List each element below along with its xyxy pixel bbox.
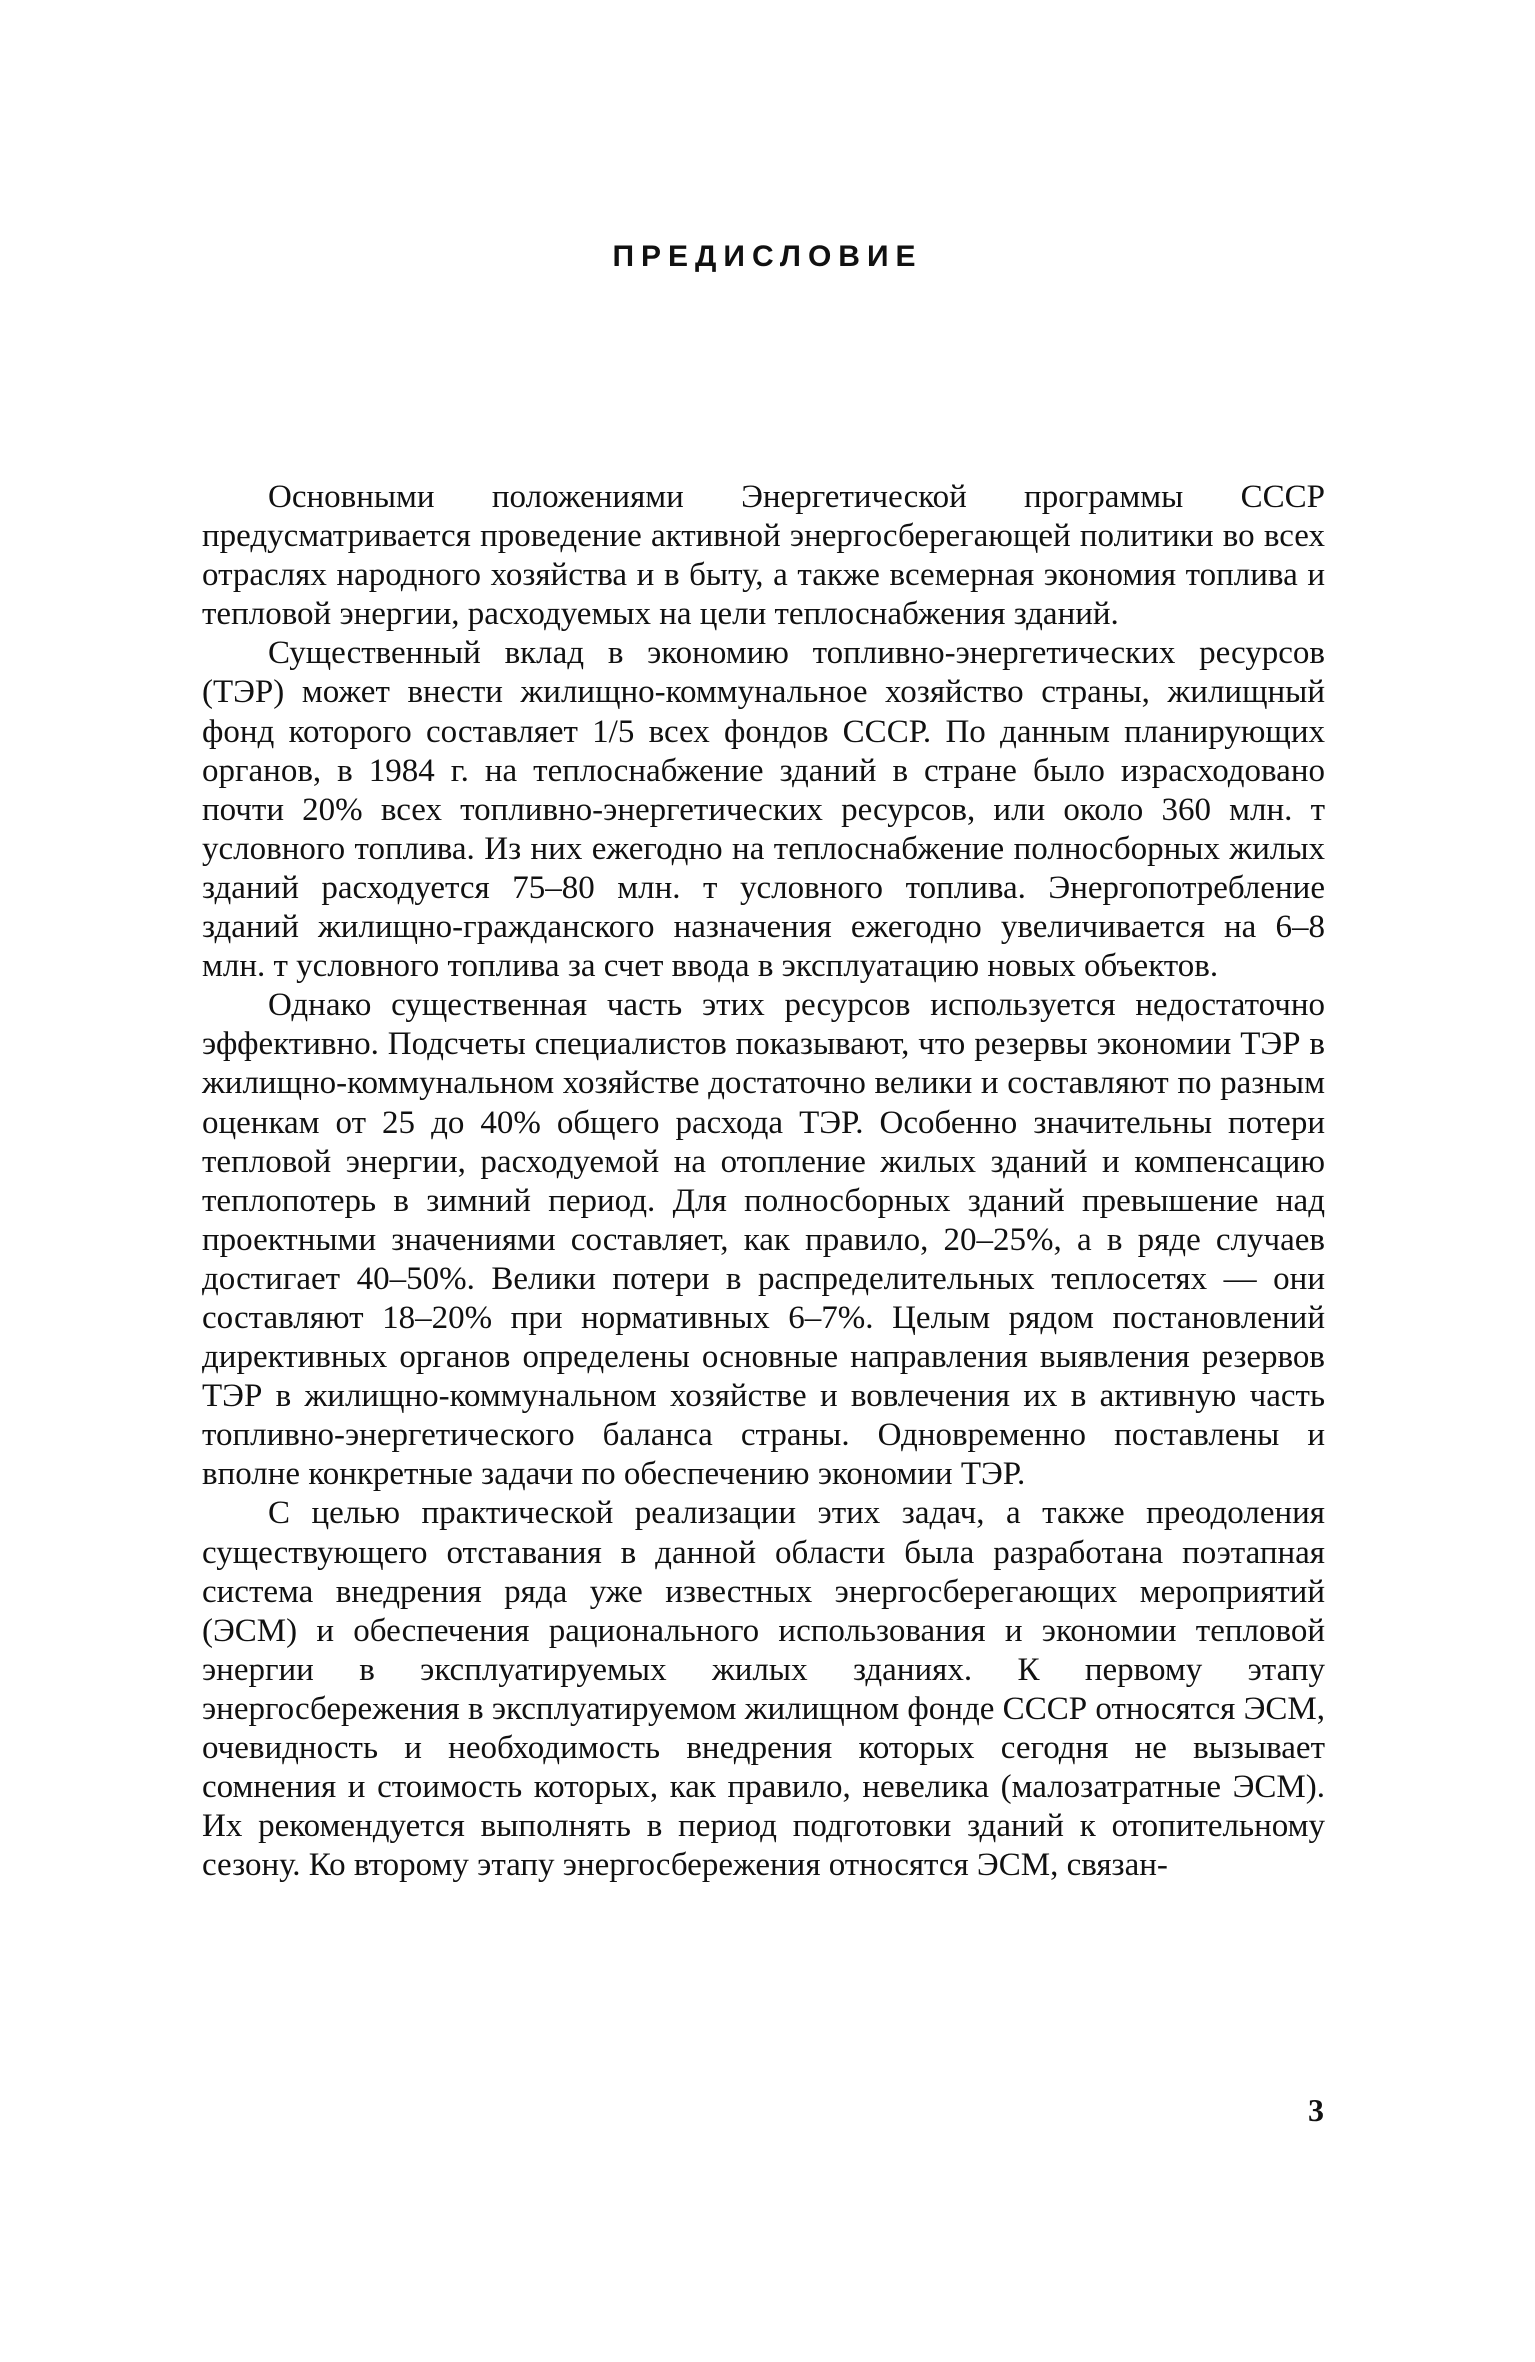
- paragraph: Однако существенная часть этих ресурсов используется недостаточно эффективно. Подсчеты специалистов показывают, что резервы экономии ТЭР в жилищно-коммунальном хозяйстве достаточно велики и составляют по разным оценкам от 25 до 40% общего расхода ТЭР. Особенно значительны потери тепловой энергии, расходуемой на отопление жилых зданий и компенсацию теплопотерь в зимний период. Для полносборных зданий превышение над проектными значениями составляет, как правило, 20–25%, а в ряде случаев достигает 40–50%. Велики потери в распределительных теплосетях — они составляют 18–20% при нормативных 6–7%. Целым рядом постановлений директивных органов определены основные направления выявления резервов ТЭР в жилищно-коммунальном хозяйстве и вовлечения их в активную часть топливно-энергетического баланса страны. Одновременно поставлены и вполне конкретные задачи по обеспечению экономии ТЭР.: [202, 987, 1325, 1493]
- page-title: ПРЕДИСЛОВИЕ: [612, 240, 923, 273]
- paragraph: Существенный вклад в экономию топливно-энергетических ресурсов (ТЭР) может внести жилищно-коммунальное хозяйство страны, жилищный фонд которого составляет 1/5 всех фондов СССР. По данным планирующих органов, в 1984 г. на теплоснабжение зданий в стране было израсходовано почти 20% всех топливно-энергетических ресурсов, или около 360 млн. т условного топлива. Из них ежегодно на теплоснабжение полносборных жилых зданий расходуется 75–80 млн. т условного топлива. Энергопотребление зданий жилищно-гражданского назначения ежегодно увеличивается на 6–8 млн. т условного топлива за счет ввода в эксплуатацию новых объектов.: [202, 635, 1325, 985]
- page-number: 3: [1308, 2092, 1324, 2128]
- paragraph: Основными положениями Энергетической программы СССР предусматривается проведение активной энергосберегающей политики во всех отраслях народного хозяйства и в быту, а также всемерная экономия топлива и тепловой энергии, расходуемых на цели теплоснабжения зданий.: [202, 479, 1325, 633]
- body-text: [202, 478, 1325, 1885]
- paragraph: С целью практической реализации этих задач, а также преодоления существующего отставания в данной области была разработана поэтапная система внедрения ряда уже известных энергосберегающих мероприятий (ЭСМ) и обеспечения рационального использования и экономии тепловой энергии в эксплуатируемых жилых зданиях. К первому этапу энергосбережения в эксплуатируемом жилищном фонде СССР относятся ЭСМ, очевидность и необходимость внедрения которых сегодня не вызывает сомнения и стоимость которых, как правило, невелика (малозатратные ЭСМ). Их рекомендуется выполнять в период подготовки зданий к отопительному сезону. Ко второму этапу энергосбережения относятся ЭСМ, связан-: [202, 1495, 1325, 1884]
